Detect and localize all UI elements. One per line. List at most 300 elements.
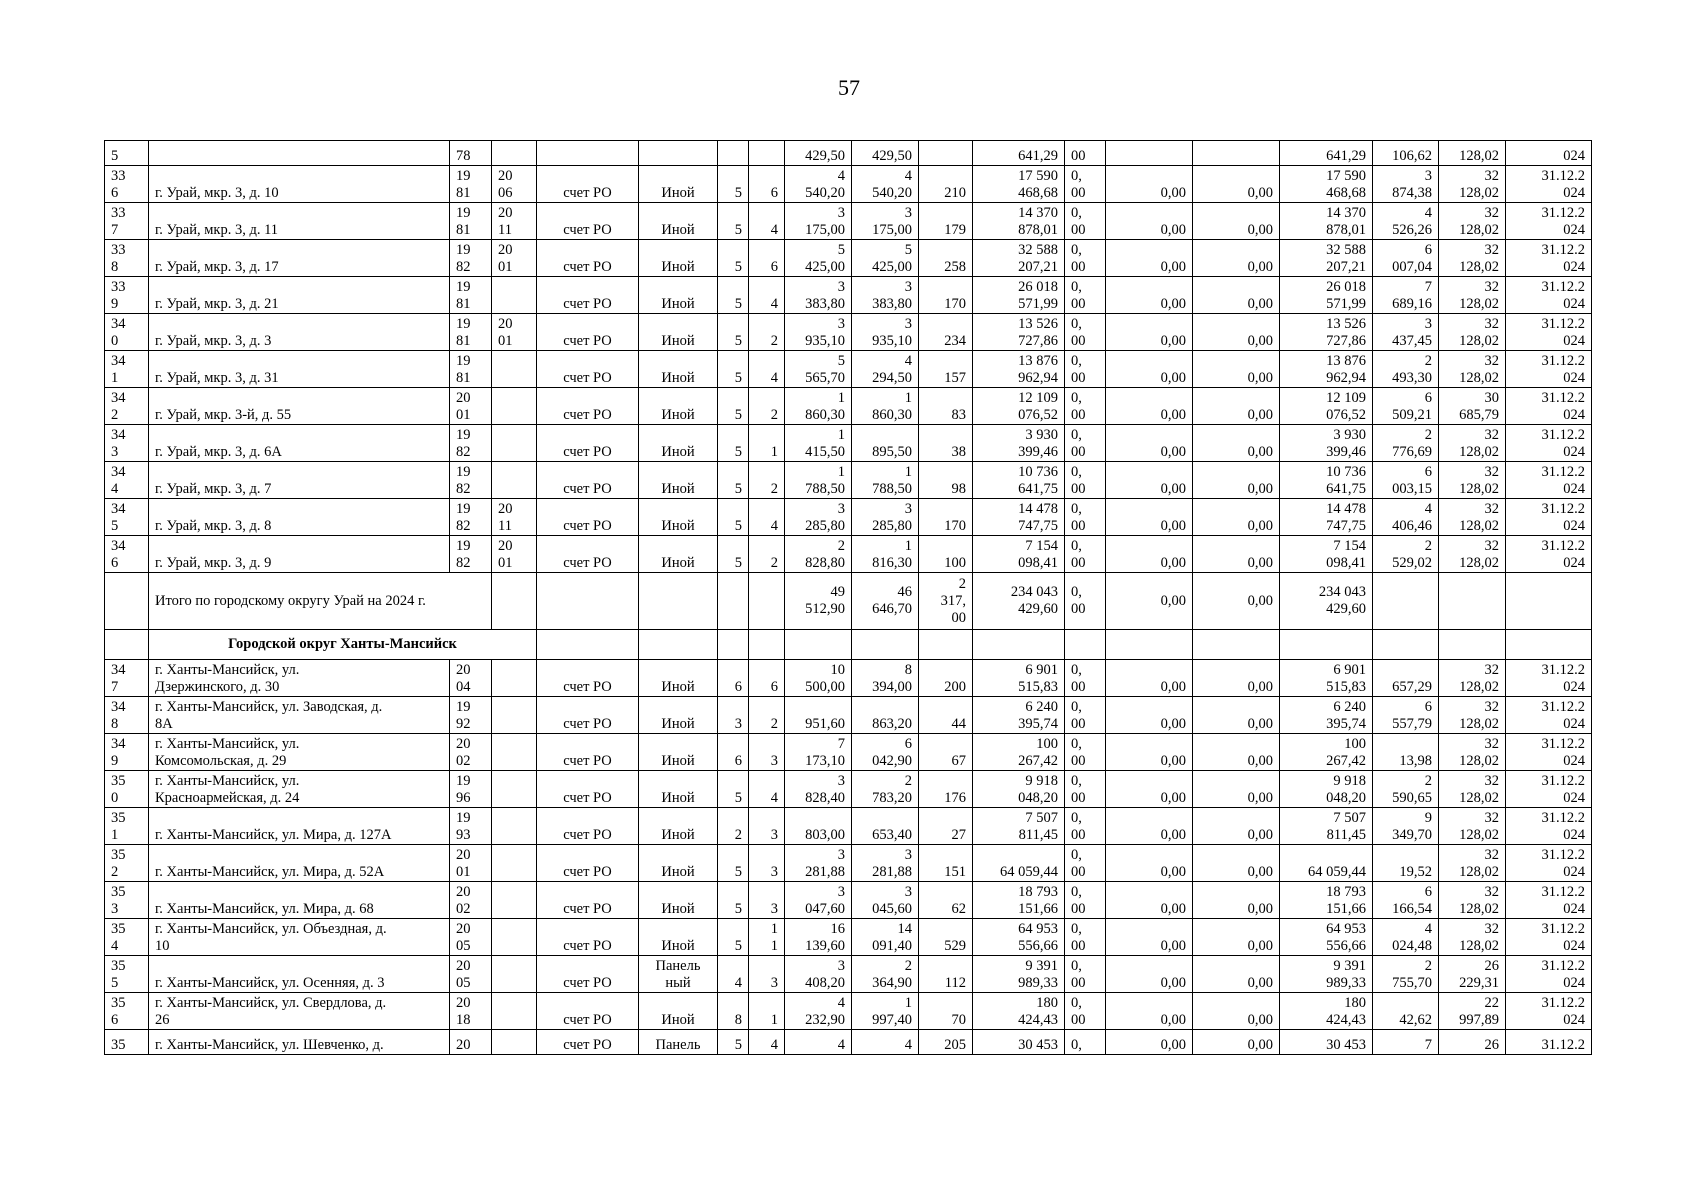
wall-material-cell: Иной: [639, 166, 718, 203]
address-cell: г. Урай, мкр. 3, д. 8: [149, 499, 450, 536]
year-built-cell: 19 93: [450, 808, 492, 845]
living-area-cell: 14 091,40: [852, 919, 919, 956]
row-number-cell: 34 6: [105, 536, 149, 573]
section-empty-cell: [1506, 630, 1592, 660]
entrances-cell: 6: [749, 660, 785, 697]
cost-total-cell: 6 240 395,74: [973, 697, 1065, 734]
fund-share-cell: 0, 00: [1065, 660, 1106, 697]
total-area-cell: 3 408,20: [785, 956, 852, 993]
row-number-cell: 34 1: [105, 351, 149, 388]
floors-cell: 5: [718, 462, 749, 499]
living-area-cell: 3 281,88: [852, 845, 919, 882]
owners-share-cell: 100 267,42: [1280, 734, 1373, 771]
table-row: [105, 240, 1592, 277]
section-empty-cell: [1373, 630, 1439, 660]
year-renovated-cell: 20 01: [492, 314, 537, 351]
total-area-cell: 1 860,30: [785, 388, 852, 425]
total-area-cell: 3 281,88: [785, 845, 852, 882]
max-unit-cost-cell: 32 128,02: [1439, 808, 1506, 845]
year-built-cell: 78: [450, 141, 492, 166]
living-area-cell: 4 294,50: [852, 351, 919, 388]
wall-material-cell: Панель ный: [639, 956, 718, 993]
cost-total-cell: 32 588 207,21: [973, 240, 1065, 277]
fund-share-cell: 0, 00: [1065, 882, 1106, 919]
local-share-cell: 0,00: [1193, 536, 1280, 573]
entrances-cell: 2: [749, 536, 785, 573]
owners-share-cell: 18 793 151,66: [1280, 882, 1373, 919]
entrances-cell: 3: [749, 882, 785, 919]
total-area-cell: 3 285,80: [785, 499, 852, 536]
address-cell: г. Урай, мкр. 3, д. 3: [149, 314, 450, 351]
owners-share-cell: 6 240 395,74: [1280, 697, 1373, 734]
local-share-cell: 0,00: [1193, 734, 1280, 771]
address-cell: г. Урай, мкр. 3, д. 6А: [149, 425, 450, 462]
residents-cell: 170: [919, 499, 973, 536]
residents-cell: 38: [919, 425, 973, 462]
residents-cell: 100: [919, 536, 973, 573]
owners-share-cell: 3 930 399,46: [1280, 425, 1373, 462]
year-renovated-cell: [492, 771, 537, 808]
table-row: [105, 462, 1592, 499]
cost-total-cell: 13 876 962,94: [973, 351, 1065, 388]
fund-share-cell: 0, 00: [1065, 919, 1106, 956]
wall-material-cell: Панель: [639, 1030, 718, 1055]
fund-share-cell: 0, 00: [1065, 734, 1106, 771]
max-unit-cost-cell: 32 128,02: [1439, 277, 1506, 314]
owners-share-cell: 9 918 048,20: [1280, 771, 1373, 808]
row-number-cell: 35 6: [105, 993, 149, 1030]
year-built-cell: 19 82: [450, 462, 492, 499]
unit-cost-cell: 7: [1373, 1030, 1439, 1055]
page-number: 57: [838, 75, 860, 100]
cost-total-cell: 7 507 811,45: [973, 808, 1065, 845]
entrances-cell: 1: [749, 993, 785, 1030]
total-area-cell: 3 935,10: [785, 314, 852, 351]
total-budget-share-cell: 0,00: [1106, 573, 1193, 630]
deadline-cell: 024: [1506, 141, 1592, 166]
year-built-cell: 20 02: [450, 734, 492, 771]
floors-cell: 2: [718, 808, 749, 845]
budget-share-cell: 0,00: [1106, 166, 1193, 203]
entrances-cell: 2: [749, 388, 785, 425]
fund-method-cell: счет РО: [537, 203, 639, 240]
address-cell: г. Ханты-Мансийск, ул. Мира, д. 68: [149, 882, 450, 919]
owners-share-cell: 17 590 468,68: [1280, 166, 1373, 203]
year-renovated-cell: 20 11: [492, 203, 537, 240]
budget-share-cell: 0,00: [1106, 1030, 1193, 1055]
cost-total-cell: 641,29: [973, 141, 1065, 166]
floors-cell: 5: [718, 314, 749, 351]
table-row: [105, 808, 1592, 845]
section-empty-cell: [1439, 630, 1506, 660]
deadline-cell: 31.12.2 024: [1506, 993, 1592, 1030]
unit-cost-cell: 13,98: [1373, 734, 1439, 771]
fund-share-cell: 0, 00: [1065, 388, 1106, 425]
fund-method-cell: счет РО: [537, 919, 639, 956]
housing-repair-table: [104, 140, 1592, 1055]
address-cell: [149, 141, 450, 166]
cost-total-cell: 18 793 151,66: [973, 882, 1065, 919]
year-renovated-cell: 20 01: [492, 240, 537, 277]
living-area-cell: 863,20: [852, 697, 919, 734]
deadline-cell: 31.12.2 024: [1506, 462, 1592, 499]
living-area-cell: 8 394,00: [852, 660, 919, 697]
residents-cell: 70: [919, 993, 973, 1030]
deadline-cell: 31.12.2 024: [1506, 734, 1592, 771]
total-owners-share-cell: 234 043 429,60: [1280, 573, 1373, 630]
year-built-cell: 20 05: [450, 956, 492, 993]
total-area-cell: 803,00: [785, 808, 852, 845]
total-local-share-cell: 0,00: [1193, 573, 1280, 630]
total-area-cell: 3 828,40: [785, 771, 852, 808]
fund-method-cell: счет РО: [537, 277, 639, 314]
budget-share-cell: 0,00: [1106, 993, 1193, 1030]
fund-method-cell: счет РО: [537, 845, 639, 882]
entrances-cell: 3: [749, 808, 785, 845]
entrances-cell: 1: [749, 425, 785, 462]
year-built-cell: 19 82: [450, 425, 492, 462]
deadline-cell: 31.12.2 024: [1506, 166, 1592, 203]
address-cell: г. Ханты-Мансийск, ул. Комсомольская, д. 29: [149, 734, 450, 771]
local-share-cell: 0,00: [1193, 993, 1280, 1030]
living-area-cell: 5 425,00: [852, 240, 919, 277]
budget-share-cell: 0,00: [1106, 771, 1193, 808]
fund-share-cell: 0, 00: [1065, 771, 1106, 808]
living-area-cell: 895,50: [852, 425, 919, 462]
fund-method-cell: счет РО: [537, 425, 639, 462]
local-share-cell: 0,00: [1193, 697, 1280, 734]
row-number-cell: 34 2: [105, 388, 149, 425]
local-share-cell: 0,00: [1193, 166, 1280, 203]
fund-share-cell: 0, 00: [1065, 993, 1106, 1030]
year-renovated-cell: [492, 462, 537, 499]
address-cell: г. Ханты-Мансийск, ул. Объездная, д. 10: [149, 919, 450, 956]
floors-cell: 5: [718, 882, 749, 919]
wall-material-cell: Иной: [639, 314, 718, 351]
deadline-cell: 31.12.2 024: [1506, 882, 1592, 919]
table-row: [105, 919, 1592, 956]
deadline-cell: 31.12.2 024: [1506, 203, 1592, 240]
total-area-cell: 7 173,10: [785, 734, 852, 771]
fund-method-cell: счет РО: [537, 660, 639, 697]
unit-cost-cell: 9 349,70: [1373, 808, 1439, 845]
owners-share-cell: 64 059,44: [1280, 845, 1373, 882]
total-area-cell: 3 175,00: [785, 203, 852, 240]
entrances-cell: 6: [749, 166, 785, 203]
owners-share-cell: 13 526 727,86: [1280, 314, 1373, 351]
year-renovated-cell: [492, 351, 537, 388]
fund-share-cell: 0, 00: [1065, 425, 1106, 462]
wall-material-cell: Иной: [639, 919, 718, 956]
owners-share-cell: 32 588 207,21: [1280, 240, 1373, 277]
unit-cost-cell: 2 590,65: [1373, 771, 1439, 808]
table-row: [105, 203, 1592, 240]
local-share-cell: 0,00: [1193, 1030, 1280, 1055]
fund-method-cell: счет РО: [537, 771, 639, 808]
cost-total-cell: 3 930 399,46: [973, 425, 1065, 462]
row-number-cell: 34 5: [105, 499, 149, 536]
deadline-cell: 31.12.2: [1506, 1030, 1592, 1055]
budget-share-cell: 0,00: [1106, 845, 1193, 882]
year-built-cell: 19 82: [450, 240, 492, 277]
table-row: [105, 1030, 1592, 1055]
local-share-cell: 0,00: [1193, 660, 1280, 697]
total-empty-cell: [749, 573, 785, 630]
year-built-cell: 19 96: [450, 771, 492, 808]
year-built-cell: 20 18: [450, 993, 492, 1030]
total-row: [105, 573, 1592, 630]
unit-cost-cell: 6 007,04: [1373, 240, 1439, 277]
wall-material-cell: Иной: [639, 771, 718, 808]
floors-cell: 5: [718, 845, 749, 882]
deadline-cell: 31.12.2 024: [1506, 314, 1592, 351]
unit-cost-cell: 42,62: [1373, 993, 1439, 1030]
address-cell: г. Урай, мкр. 3, д. 17: [149, 240, 450, 277]
year-renovated-cell: [492, 1030, 537, 1055]
owners-share-cell: 641,29: [1280, 141, 1373, 166]
living-area-cell: 2 364,90: [852, 956, 919, 993]
row-number-cell: 35 5: [105, 956, 149, 993]
living-area-cell: 4 540,20: [852, 166, 919, 203]
budget-share-cell: 0,00: [1106, 919, 1193, 956]
living-area-cell: 3 175,00: [852, 203, 919, 240]
table-row: [105, 536, 1592, 573]
fund-method-cell: счет РО: [537, 240, 639, 277]
owners-share-cell: 7 154 098,41: [1280, 536, 1373, 573]
total-area-cell: 5 565,70: [785, 351, 852, 388]
row-number-cell: 34 4: [105, 462, 149, 499]
max-unit-cost-cell: 32 128,02: [1439, 882, 1506, 919]
owners-share-cell: 7 507 811,45: [1280, 808, 1373, 845]
fund-method-cell: счет РО: [537, 166, 639, 203]
address-cell: г. Урай, мкр. 3, д. 10: [149, 166, 450, 203]
local-share-cell: 0,00: [1193, 499, 1280, 536]
unit-cost-cell: 657,29: [1373, 660, 1439, 697]
deadline-cell: 31.12.2 024: [1506, 919, 1592, 956]
year-renovated-cell: [492, 845, 537, 882]
total-area-cell: 2 828,80: [785, 536, 852, 573]
table-row: [105, 882, 1592, 919]
floors-cell: 6: [718, 734, 749, 771]
year-renovated-cell: [492, 882, 537, 919]
wall-material-cell: Иной: [639, 697, 718, 734]
deadline-cell: 31.12.2 024: [1506, 536, 1592, 573]
max-unit-cost-cell: 32 128,02: [1439, 425, 1506, 462]
budget-share-cell: 0,00: [1106, 660, 1193, 697]
unit-cost-cell: 2 529,02: [1373, 536, 1439, 573]
max-unit-cost-cell: 26 229,31: [1439, 956, 1506, 993]
row-number-cell: 34 3: [105, 425, 149, 462]
table-row: [105, 845, 1592, 882]
total-area-cell: 4 232,90: [785, 993, 852, 1030]
deadline-cell: 31.12.2 024: [1506, 697, 1592, 734]
budget-share-cell: 0,00: [1106, 240, 1193, 277]
fund-method-cell: [537, 141, 639, 166]
max-unit-cost-cell: 32 128,02: [1439, 499, 1506, 536]
max-unit-cost-cell: 22 997,89: [1439, 993, 1506, 1030]
fund-method-cell: счет РО: [537, 882, 639, 919]
wall-material-cell: Иной: [639, 882, 718, 919]
cost-total-cell: 30 453: [973, 1030, 1065, 1055]
wall-material-cell: Иной: [639, 203, 718, 240]
entrances-cell: 3: [749, 956, 785, 993]
floors-cell: 5: [718, 240, 749, 277]
unit-cost-cell: 2 493,30: [1373, 351, 1439, 388]
row-number-cell: 33 7: [105, 203, 149, 240]
year-built-cell: 19 81: [450, 166, 492, 203]
wall-material-cell: Иной: [639, 462, 718, 499]
year-built-cell: 19 82: [450, 536, 492, 573]
total-empty-cell: [105, 573, 149, 630]
row-number-cell: 33 6: [105, 166, 149, 203]
year-renovated-cell: [492, 697, 537, 734]
total-empty-cell: [537, 573, 639, 630]
unit-cost-cell: 106,62: [1373, 141, 1439, 166]
address-cell: г. Ханты-Мансийск, ул. Мира, д. 52А: [149, 845, 450, 882]
year-renovated-cell: 20 11: [492, 499, 537, 536]
total-area-cell: 10 500,00: [785, 660, 852, 697]
total-fund-share-cell: 0, 00: [1065, 573, 1106, 630]
residents-cell: 62: [919, 882, 973, 919]
residents-cell: 27: [919, 808, 973, 845]
unit-cost-cell: 7 689,16: [1373, 277, 1439, 314]
year-renovated-cell: [492, 388, 537, 425]
year-renovated-cell: [492, 808, 537, 845]
cost-total-cell: 64 953 556,66: [973, 919, 1065, 956]
cost-total-cell: 100 267,42: [973, 734, 1065, 771]
address-cell: г. Ханты-Мансийск, ул. Свердлова, д. 26: [149, 993, 450, 1030]
floors-cell: 4: [718, 956, 749, 993]
deadline-cell: 31.12.2 024: [1506, 845, 1592, 882]
fund-share-cell: 0, 00: [1065, 956, 1106, 993]
section-title: Городской округ Ханты-Мансийск: [149, 630, 537, 660]
entrances-cell: 2: [749, 697, 785, 734]
max-unit-cost-cell: 32 128,02: [1439, 734, 1506, 771]
cost-total-cell: 7 154 098,41: [973, 536, 1065, 573]
deadline-cell: 31.12.2 024: [1506, 499, 1592, 536]
fund-share-cell: 0, 00: [1065, 536, 1106, 573]
section-empty-cell: [973, 630, 1065, 660]
table-row: [105, 314, 1592, 351]
table-row: [105, 388, 1592, 425]
year-built-cell: 20 01: [450, 845, 492, 882]
fund-share-cell: 0, 00: [1065, 277, 1106, 314]
fund-share-cell: 0, 00: [1065, 314, 1106, 351]
owners-share-cell: 10 736 641,75: [1280, 462, 1373, 499]
residents-cell: 258: [919, 240, 973, 277]
entrances-cell: 2: [749, 314, 785, 351]
max-unit-cost-cell: 32 128,02: [1439, 314, 1506, 351]
budget-share-cell: 0,00: [1106, 462, 1193, 499]
address-cell: г. Ханты-Мансийск, ул. Дзержинского, д. 30: [149, 660, 450, 697]
unit-cost-cell: 3 437,45: [1373, 314, 1439, 351]
year-renovated-cell: [492, 660, 537, 697]
unit-cost-cell: 4 406,46: [1373, 499, 1439, 536]
table-row: [105, 277, 1592, 314]
section-empty-cell: [749, 630, 785, 660]
residents-cell: 151: [919, 845, 973, 882]
budget-share-cell: 0,00: [1106, 203, 1193, 240]
deadline-cell: 31.12.2 024: [1506, 388, 1592, 425]
table-row: [105, 351, 1592, 388]
address-cell: г. Ханты-Мансийск, ул. Шевченко, д.: [149, 1030, 450, 1055]
wall-material-cell: Иной: [639, 351, 718, 388]
row-number-cell: 35 2: [105, 845, 149, 882]
residents-cell: 67: [919, 734, 973, 771]
wall-material-cell: Иной: [639, 425, 718, 462]
row-number-cell: 35 0: [105, 771, 149, 808]
local-share-cell: 0,00: [1193, 425, 1280, 462]
year-renovated-cell: 20 06: [492, 166, 537, 203]
max-unit-cost-cell: 32 128,02: [1439, 697, 1506, 734]
fund-share-cell: 00: [1065, 141, 1106, 166]
living-area-cell: 3 935,10: [852, 314, 919, 351]
max-unit-cost-cell: 32 128,02: [1439, 919, 1506, 956]
entrances-cell: 4: [749, 351, 785, 388]
living-area-cell: 6 042,90: [852, 734, 919, 771]
section-empty-cell: [718, 630, 749, 660]
total-empty-cell: [492, 573, 537, 630]
section-empty-cell: [639, 630, 718, 660]
table-row: [105, 141, 1592, 166]
table-row: [105, 956, 1592, 993]
deadline-cell: 31.12.2 024: [1506, 351, 1592, 388]
budget-share-cell: 0,00: [1106, 956, 1193, 993]
total-area-cell: 429,50: [785, 141, 852, 166]
fund-share-cell: 0, 00: [1065, 203, 1106, 240]
budget-share-cell: 0,00: [1106, 882, 1193, 919]
budget-share-cell: [1106, 141, 1193, 166]
fund-share-cell: 0, 00: [1065, 697, 1106, 734]
fund-share-cell: 0, 00: [1065, 462, 1106, 499]
max-unit-cost-cell: 26: [1439, 1030, 1506, 1055]
max-unit-cost-cell: 30 685,79: [1439, 388, 1506, 425]
total-area-cell: 16 139,60: [785, 919, 852, 956]
entrances-cell: 6: [749, 240, 785, 277]
owners-share-cell: 30 453: [1280, 1030, 1373, 1055]
max-unit-cost-cell: 32 128,02: [1439, 166, 1506, 203]
cost-total-cell: 10 736 641,75: [973, 462, 1065, 499]
fund-share-cell: 0, 00: [1065, 845, 1106, 882]
entrances-cell: 4: [749, 771, 785, 808]
entrances-cell: 3: [749, 845, 785, 882]
floors-cell: 5: [718, 425, 749, 462]
housing-repair-table-container: [104, 140, 1591, 1055]
year-renovated-cell: [492, 277, 537, 314]
residents-cell: 234: [919, 314, 973, 351]
owners-share-cell: 26 018 571,99: [1280, 277, 1373, 314]
owners-share-cell: 12 109 076,52: [1280, 388, 1373, 425]
wall-material-cell: Иной: [639, 734, 718, 771]
year-renovated-cell: 20 01: [492, 536, 537, 573]
entrances-cell: 2: [749, 462, 785, 499]
wall-material-cell: Иной: [639, 240, 718, 277]
floors-cell: 5: [718, 351, 749, 388]
budget-share-cell: 0,00: [1106, 277, 1193, 314]
living-area-cell: 653,40: [852, 808, 919, 845]
fund-method-cell: счет РО: [537, 314, 639, 351]
table-row: [105, 697, 1592, 734]
owners-share-cell: 13 876 962,94: [1280, 351, 1373, 388]
total-empty-cell: [718, 573, 749, 630]
fund-method-cell: счет РО: [537, 1030, 639, 1055]
section-empty-cell: [537, 630, 639, 660]
wall-material-cell: Иной: [639, 388, 718, 425]
local-share-cell: 0,00: [1193, 277, 1280, 314]
year-built-cell: 20 01: [450, 388, 492, 425]
cost-total-cell: 64 059,44: [973, 845, 1065, 882]
fund-method-cell: счет РО: [537, 993, 639, 1030]
